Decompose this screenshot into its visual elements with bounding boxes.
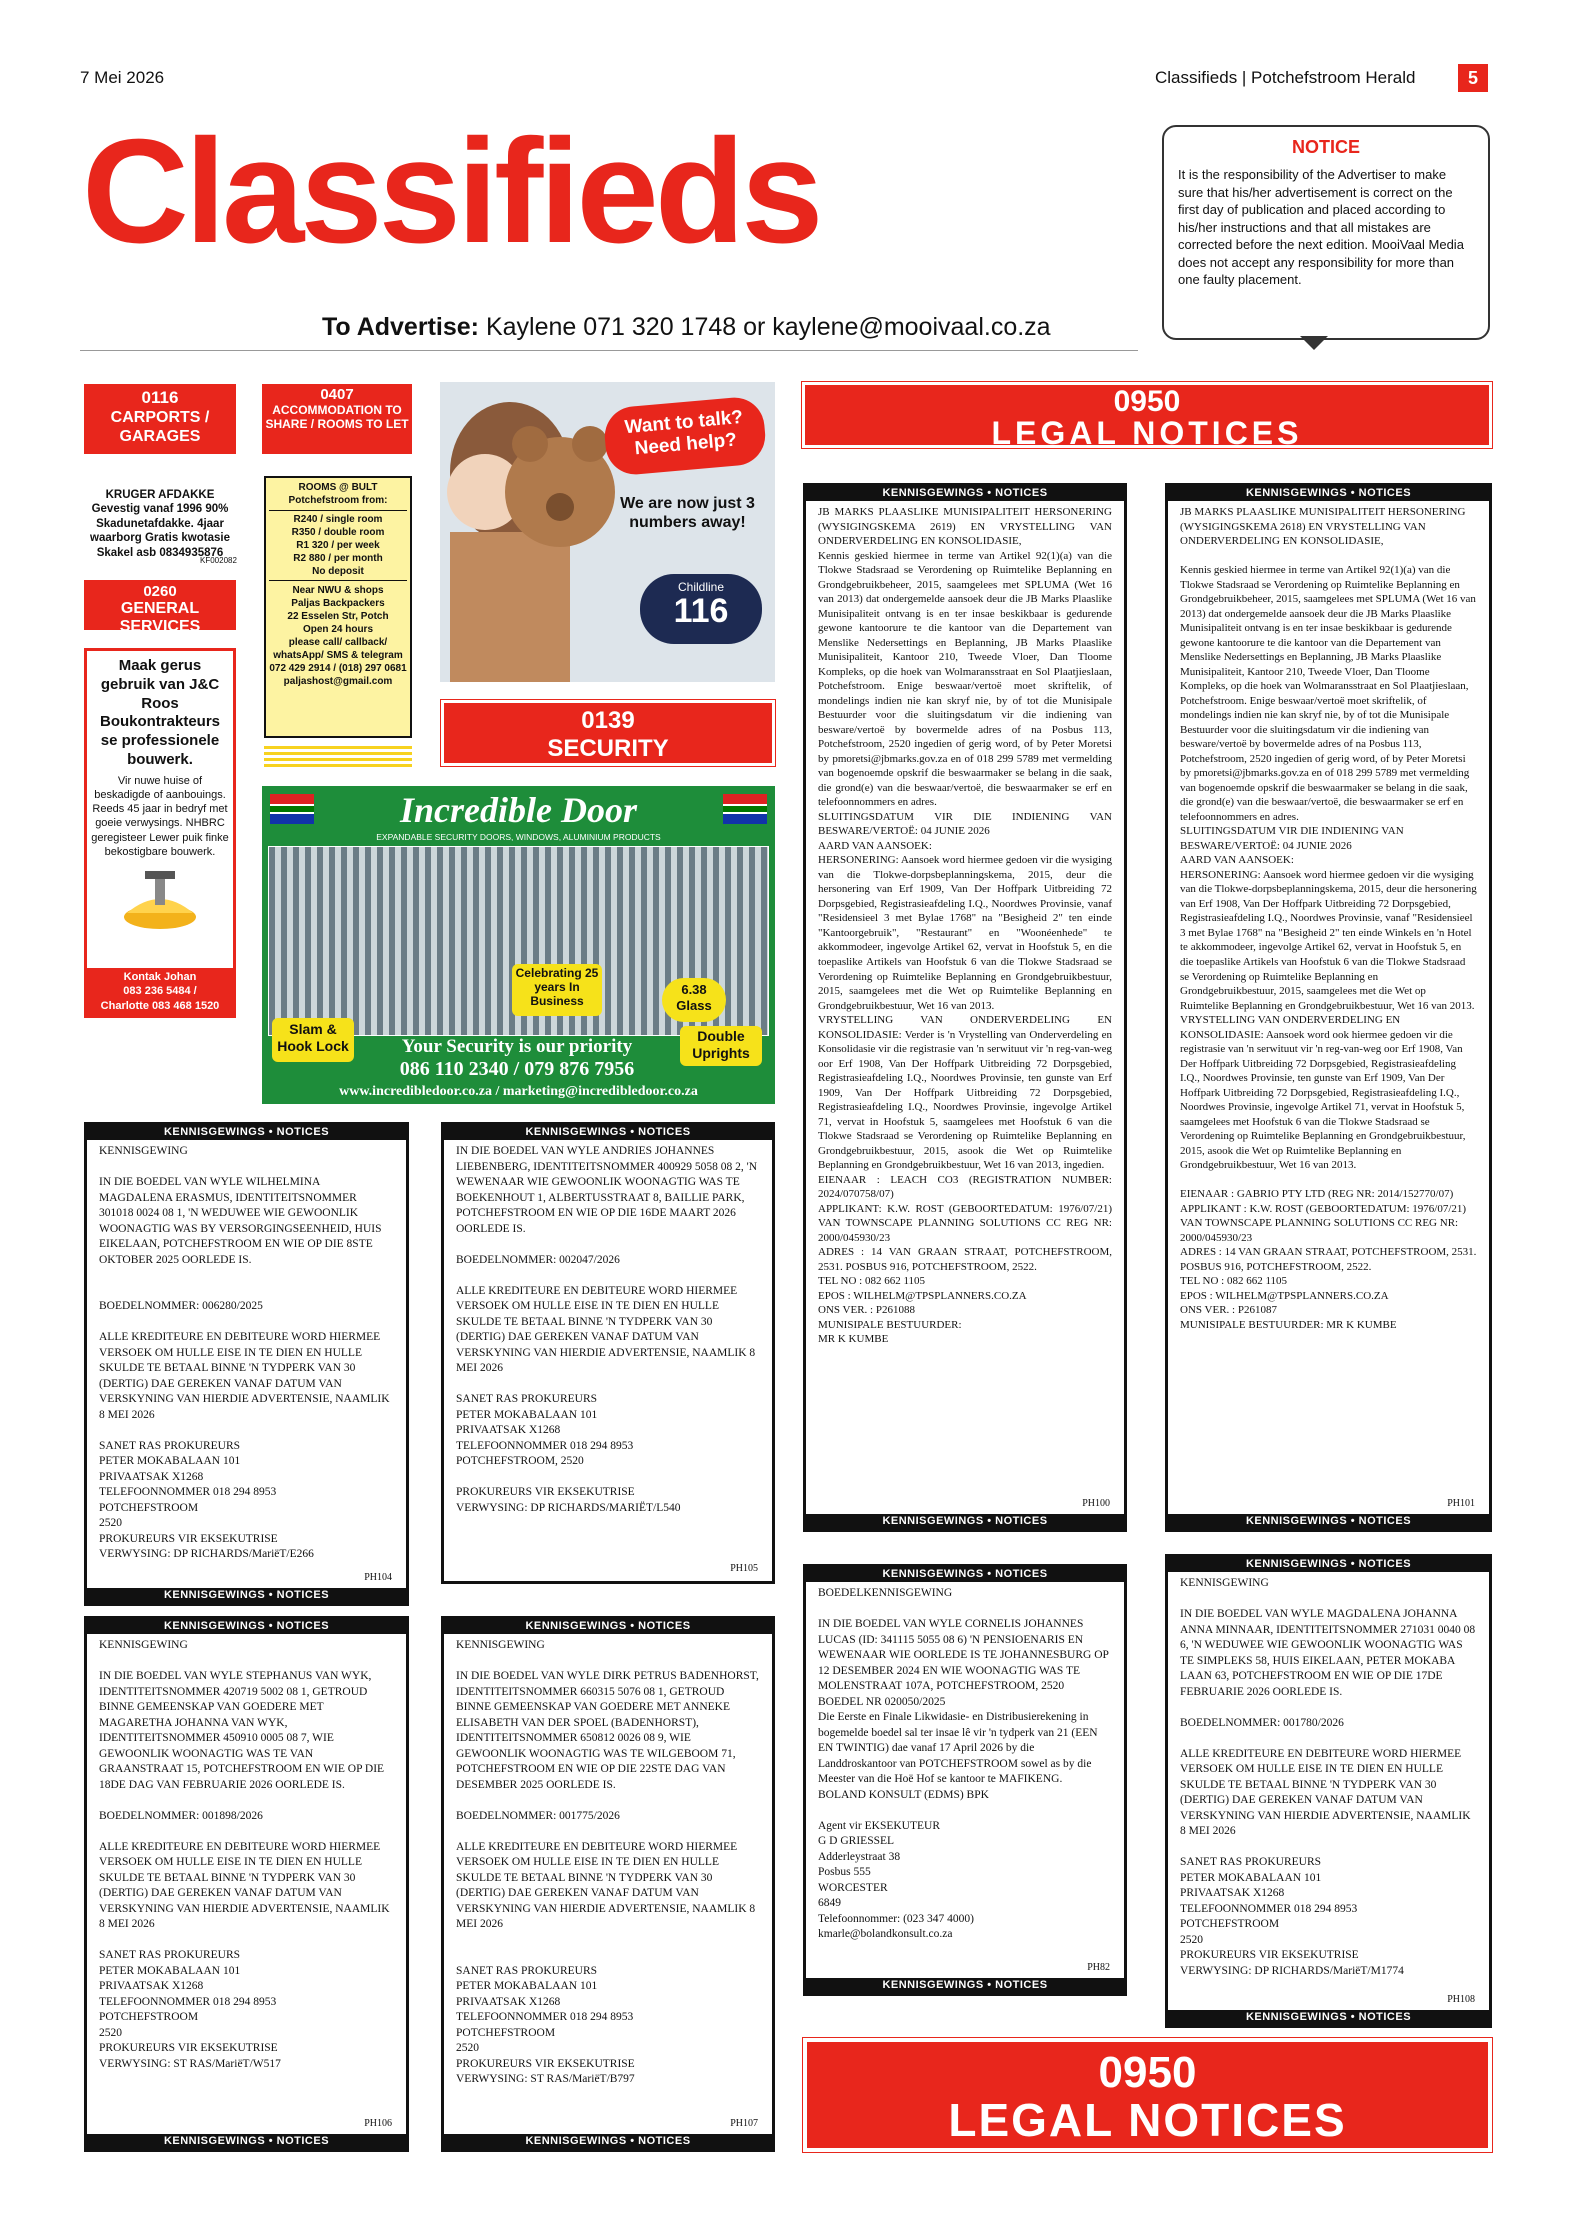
notice-bar: KENNISGEWINGS • NOTICES [1168, 1557, 1489, 1572]
childline-logo [640, 574, 762, 644]
jc-roos-ad [84, 648, 236, 1018]
notice-box [1162, 125, 1490, 340]
section-label: LEGAL NOTICES [991, 415, 1303, 451]
notice-bar: KENNISGEWINGS • NOTICES [1168, 1514, 1489, 1529]
notice-bar: KENNISGEWINGS • NOTICES [87, 1619, 406, 1634]
notice-text: It is the responsibility of the Advertiser to make sure that his/her advertisement is correct on the first day of publication and placed according to his/her instructions and that all mistakes are corrected before the next edition. MooiVaal Media does not accept any responsibility for more than one faulty placement. [1178, 167, 1464, 288]
notice-text: KENNISGEWING IN DIE BOEDEL VAN WYLE MAGDALENA JOHANNA ANNA MINNAAR, IDENTITEITSNOMMER 271031 0040 08 6, 'N WEDUWEE WIE GEWOONLIK WOONAGTIG WAS TE SIMPLEKS 58, HUIS EIKELAAN, PETER MOKABA LAAN 63, POTCHEFSTROOM EN WIE OP DIE 17DE FEBRUARIE 2026 OORLEDE IS. BOEDELNOMMER: 001780/2026 ALLE KREDITEURE EN DEBITEURE WORD HIERMEE VERSOEK OM HULLE EISE IN TE DIEN EN HULLE SKULDE TE BETAAL BINNE 'N TYDPERK VAN 30 (DERTIG) DAE GEREKEN VANAF DATUM VAN VERSKYNING VAN HIERDIE ADVERTENSIE, NAAMLIK 8 MEI 2026 SANET RAS PROKUREURS PETER MOKABALAAN 101 PRIVAATSAK X1268 TELEFOONNOMMER 018 294 8953 POTCHEFSTROOM 2520 PROKUREURS VIR EKSEKUTRISE VERWYSING: DP RICHARDS/MariëT/M1774 [1180, 1577, 1476, 1977]
rooms-head: ROOMS @ BULT Potchefstroom from: [288, 482, 388, 506]
header-rule [80, 350, 1138, 351]
notice-ref: PH108 [1447, 1993, 1475, 2005]
section-label: SECURITY [547, 735, 669, 762]
kruger-ref: KF002082 [200, 556, 237, 565]
page-title: Classifieds [82, 109, 820, 274]
notice-ph106 [84, 1616, 409, 2152]
rooms-ad [264, 476, 412, 738]
notice-ref: PH82 [1087, 1961, 1110, 1973]
notice-box-tail [1300, 336, 1328, 350]
notice-bar: KENNISGEWINGS • NOTICES [1168, 486, 1489, 501]
childline-ad [440, 382, 775, 682]
section-code: 0950 [1098, 2048, 1197, 2097]
flag-right [723, 794, 767, 824]
childline-number: 116 [673, 592, 729, 630]
door-phone: 086 110 2340 / 079 876 7956 [399, 1058, 635, 1080]
notice-bar: KENNISGEWINGS • NOTICES [806, 1514, 1124, 1529]
jc-title: Maak gerus gebruik van J&C Roos Boukontrakteurs se professionele bouwerk. [99, 657, 221, 768]
door-web: www.incredibledoor.co.za / marketing@incredibledoor.co.za [339, 1084, 698, 1099]
notice-bar: KENNISGEWINGS • NOTICES [806, 486, 1124, 501]
section-legal-top [802, 382, 1492, 451]
notice-text: KENNISGEWING IN DIE BOEDEL VAN WYLE DIRK PETRUS BADENHORST, IDENTITEITSNOMMER 660315 5076 08 1, GETROUD BINNE GEMEENSKAP VAN GOEDERE MET ANNEKE ELISABETH VAN DER SPOEL (BADENHORST), IDENTITEITSNOMMER 650812 0026 08 9, WIE GEWOONLIK WOONAGTIG WAS TE WILGEBOOM 71, POTCHEFSTROOM EN WIE OP DIE 22STE DAG VAN DESEMBER 2025 OORLEDE IS. BOEDELNOMMER: 001775/2026 ALLE KREDITEURE EN DEBITEURE WORD HIERMEE VERSOEK OM HULLE EISE IN TE DIEN EN HULLE SKULDE TE BETAAL BINNE 'N TYDPERK VAN 30 (DERTIG) DAE GEREKEN VANAF DATUM VAN VERSKYNING VAN HIERDIE ADVERTENSIE, NAAMLIK 8 MEI 2026 SANET RAS PROKUREURS PETER MOKABALAAN 101 PRIVAATSAK X1268 TELEFOONNOMMER 018 294 8953 POTCHEFSTROOM 2520 PROKUREURS VIR EKSEKUTRISE VERWYSING: ST RAS/MariëT/B797 [456, 1639, 759, 2086]
advertise-line [322, 313, 1051, 342]
section-general [84, 580, 236, 635]
notice-text: KENNISGEWING IN DIE BOEDEL VAN WYLE WILHELMINA MAGDALENA ERASMUS, IDENTITEITSNOMMER 301018 0024 08 1, 'N WEDUWEE WIE GEWOONLIK WOONAGTIG WAS BY VERSORGINGSEENHEID, HUIS EIKELAAN, POTCHEFSTROOM EN WIE OP DIE 8STE OKTOBER 2025 OORLEDE IS. BOEDELNOMMER: 006280/2025 ALLE KREDITEURE EN DEBITEURE WORD HIERMEE VERSOEK OM HULLE EISE IN TE DIEN EN HULLE SKULDE TE BETAAL BINNE 'N TYDPERK VAN 30 (DERTIG) DAE GEREKEN VANAF DATUM VAN VERSKYNING VAN HIERDIE ADVERTENSIE, NAAMLIK 8 MEI 2026 SANET RAS PROKUREURS PETER MOKABALAAN 101 PRIVAATSAK X1268 TELEFOONNOMMER 018 294 8953 POTCHEFSTROOM 2520 PROKUREURS VIR EKSEKUTRISE VERWYSING: DP RICHARDS/MariëT/E266 [99, 1145, 390, 1561]
notice-ph100 [803, 483, 1127, 1532]
section-security [441, 700, 775, 766]
section-code: 0116 [141, 388, 179, 407]
childline-name: Childline [677, 580, 725, 594]
notice-ref: PH107 [730, 2117, 758, 2129]
notice-ph107 [441, 1616, 775, 2152]
jc-body: Vir nuwe huise of beskadigde of aanbouings. Reeds 45 jaar in bedryf met goeie verwysings. NHBRC geregisteer Lewer puik finke bekostigbare bouwerk. [91, 774, 229, 858]
section-label: CARPORTS / GARAGES [110, 409, 210, 446]
section-carports [84, 384, 236, 454]
childline-numbers: We are now just 3 numbers away! [620, 495, 755, 532]
section-code: 0950 [1113, 385, 1181, 418]
section-label: GENERAL SERVICES [119, 600, 201, 635]
page-date: 7 Mei 2026 [80, 68, 165, 87]
kruger-ad: KRUGER AFDAKKE Gevestig vanaf 1996 90% Skadunetafdakke. 4jaar waarborg Gratis kwotasie Skakel asb 0834935876 [90, 489, 230, 559]
notice-bar: KENNISGEWINGS • NOTICES [444, 2134, 772, 2149]
notice-text: BOEDELKENNISGEWING IN DIE BOEDEL VAN WYLE CORNELIS JOHANNES LUCAS (ID: 341115 5055 08 6) 'N PENSIOENARIS EN WEWENAAR WIE OORLEDE IS TE JOHANNESBURG OP 12 DESEMBER 2024 EN WIE WOONAGTIG WAS TE MOLENSTRAAT 107A, POTCHEFSTROOM, 2520 BOEDEL NR 020050/2025 Die Eerste en Finale Likwidasie- en Distribusierekening in bogemelde boedel sal ter insae lê vir 'n tydperk van 21 (EEN EN TWINTIG) dae vanaf 17 April 2026 by die Landdroskantoor van POTCHEFSTROOM sowel as by die Meester van die Hoë Hof se kantoor te MAFIKENG. BOLAND KONSULT (EDMS) BPK Agent vir EKSEKUTEUR G D GRIESSEL Adderleystraat 38 Posbus 555 WORCESTER 6849 Telefoonnommer: (023 347 4000) kmarle@bolandkonsult.co.za [818, 1587, 1109, 1941]
notice-text: IN DIE BOEDEL VAN WYLE ANDRIES JOHANNES LIEBENBERG, IDENTITEITSNOMMER 400929 5058 08 2, 'N WEWENAAR WIE GEWOONLIK WOONAGTIG WAS TE BOEKENHOUT 1, ALBERTUSSTRAAT 8, BAILLIE PARK, POTCHEFSTROOM EN WIE OP DIE 16DE MAART 2026 OORLEDE IS. BOEDELNOMMER: 002047/2026 ALLE KREDITEURE EN DEBITEURE WORD HIERMEE VERSOEK OM HULLE EISE IN TE DIEN EN HULLE SKULDE TE BETAAL BINNE 'N TYDPERK VAN 30 (DERTIG) DAE GEREKEN VANAF DATUM VAN VERSKYNING VAN HIERDIE ADVERTENSIE, NAAMLIK 8 MEI 2026 SANET RAS PROKUREURS PETER MOKABALAAN 101 PRIVAATSAK X1268 TELEFOONNOMMER 018 294 8953 POTCHEFSTROOM, 2520 PROKUREURS VIR EKSEKUTRISE VERWYSING: DP RICHARDS/MARIËT/L540 [456, 1145, 758, 1514]
door-subtitle: EXPANDABLE SECURITY DOORS, WINDOWS, ALUMINIUM PRODUCTS [376, 832, 661, 842]
childline-talk-bubble: Want to talk? Need help? [602, 395, 767, 477]
section-code: 0260 [143, 583, 177, 600]
notice-bar: KENNISGEWINGS • NOTICES [806, 1567, 1124, 1582]
door-brand: Incredible Door [400, 790, 637, 830]
section-label: ACCOMMODATION TO SHARE / ROOMS TO LET [265, 403, 409, 432]
advertise-label: To Advertise: [322, 313, 479, 341]
rooms-prices: R240 / single room R350 / double room R1 320 / per week R2 880 / per month No deposit [269, 510, 407, 581]
notice-text: JB MARKS PLAASLIKE MUNISIPALITEIT HERSONERING (WYSIGINGSKEMA 2618) EN VRYSTELLING VAN ONDERVERDELING EN KONSOLIDASIE, Kennis geskied hiermee in terme van Artikel 92(1)(a) van die Tlokwe Stadsraad se Verordening op Ruimtelike Beplanning en Grondgebruikbeheer, 2015, saamgelees met SPLUMA (Wet 16 van 2013) dat ondergemelde aansoek deur die JB Marks Plaaslike Munisipaliteit ontvang is en ter insae beskikbaar is gedurende gewone kantoorure te die kantoor van die Departement van Menslike Nedersettings en Beplanning, JB Marks Plaaslike Munisipaliteit, Kantoor 210, Tweede Vloer, Dan Tloome Kompleks, op die hoek van Wolmaransstraat en Sol Plaatjieslaan, Potchefstroom. Enige beswaar/vertoë moet skriftelik, of mondelings indien nie kan skryf nie, by of tot die Munisipale Bestuurder voor die sluitingsdatum vir die indiening van besware/vertoë by bovermelde adres of na Posbus 113, Potchefstroom, 2520 ingedien of gerig word, of by Peter Moretsi by pmoretsi@jbmarks.gov.za en of 018 299 5789 met vermelding van bogenoemde opskrif die beswaarmaker se belang in die saak, die grond(e) van die beswaar/vertoë, die beswaarmaker se erf en telefoonnommers en adres. SLUITINGSDATUM VIR DIE INDIENING VAN BESWARE/VERTOË: 04 JUNIE 2026 AARD VAN AANSOEK: HERSONERING: Aansoek word hiermee gedoen vir die wysiging van die Tlokwe-dorpsbeplanningskema, 2015, deur die hersonering van Erf 1908, Van Der Hoffpark Uitbreiding 72 Dorpsgebied, Registrasieafdeling I.Q., Noordwes Provinsie, vanaf "Residensieel 3 met Bylae 1768" na "Besigheid 2" ten einde Winkels en 'n Hotel te akkommodeer, ingevolge Artikel 62, vervat in Hoofstuk 5, en die toepaslike Artikels van Hoofstuk 6 van die Tlokwe Stadsraad se Verordening op Ruimtelike Beplanning en Grondgebruikbestuur, 2015, saamgelees met die Wet op Ruimtelike Beplanning en Grondgebruikbestuur, Wet 16 van 2013. VRYSTELLING VAN ONDERVERDELING EN KONSOLIDASIE: Aansoek word ook hiermee gedoen vir die registrasie van 'n serwituut vir 'n reg-van-weg oor Erf 1908, Van Der Hoffpark Uitbreiding 72 Dorpsgebied, Registrasieafdeling I.Q., Noordwes Provinsie, ten gunste van Erf 1909, Van Der Hoffpark Uitbreiding 72 Dorpsgebied, Registrasieafdeling I.Q., Noordwes Provinsie, ingevolge Artikel 71, vervat in Hoofstuk 5, saamgelees met Hoofstuk 6 van die Tlokwe Stadsraad se Verordening op Ruimtelike Beplanning en Grondgebruikbestuur, 2015, asook die Wet op Ruimtelike Beplanning en Grondgebruikbestuur, Wet 16 van 2013. EIENAAR : GABRIO PTY LTD (REG NR: 2014/152770/07) APPLIKANT : K.W. ROST (GEBOORTEDATUM: 1976/07/21) VAN TOWNSCAPE PLANNING SOLUTIONS CC REG NR: 2000/045930/23 ADRES : 14 VAN GRAAN STRAAT, POTCHEFSTROOM, 2531. POSBUS 916, POTCHEFSTROOM, 2522. TEL NO : 082 662 1105 EPOS : WILHELM@TPSPLANNERS.CO.ZA ONS VER. : P261087 MUNISIPALE BESTUURDER: MR K KUMBE [1180, 506, 1477, 1331]
notice-ref: PH106 [364, 2117, 392, 2129]
notice-ph108 [1165, 1554, 1492, 2028]
notice-ph104 [84, 1122, 409, 1606]
rooms-info: Near NWU & shops Paljas Backpackers 22 Esselen Str, Potch Open 24 hours please call/ callback/ whatsApp/ SMS & telegram 072 429 2914 / (018) 297 0681 paljashost@gmail.com [269, 585, 407, 687]
notice-ref: PH105 [730, 1562, 758, 1574]
notice-ref: PH104 [364, 1571, 392, 1583]
badge-double-uprights: Double Uprights [680, 1026, 762, 1066]
rooms-stripes [264, 746, 412, 768]
incredible-door-ad [262, 786, 775, 1104]
notice-ref: PH100 [1082, 1497, 1110, 1509]
notice-text: KENNISGEWING IN DIE BOEDEL VAN WYLE STEPHANUS VAN WYK, IDENTITEITSNOMMER 420719 5002 08 1, GETROUD BINNE GEMEENSKAP VAN GOEDERE MET MAGARETHA JOHANNA VAN WYK, IDENTITEITSNOMMER 450910 0005 08 7, WIE GEWOONLIK WOONAGTIG WAS TE VAN GRAANSTRAAT 15, POTCHEFSTROOM EN WIE OP DIE 18DE DAG VAN FEBRUARIE 2026 OORLEDE IS. BOEDELNOMMER: 001898/2026 ALLE KREDITEURE EN DEBITEURE WORD HIERMEE VERSOEK OM HULLE EISE IN TE DIEN EN HULLE SKULDE TE BETAAL BINNE 'N TYDPERK VAN 30 (DERTIG) DAE GEREKEN VANAF DATUM VAN VERSKYNING VAN HIERDIE ADVERTENSIE, NAAMLIK 8 MEI 2026 SANET RAS PROKUREURS PETER MOKABALAAN 101 PRIVAATSAK X1268 TELEFOONNOMMER 018 294 8953 POTCHEFSTROOM 2520 PROKUREURS VIR EKSEKUTRISE VERWYSING: ST RAS/MariëT/W517 [99, 1639, 390, 2070]
notice-ph105 [441, 1122, 775, 1584]
builder-illustration [115, 865, 205, 935]
notice-bar: KENNISGEWINGS • NOTICES [444, 1619, 772, 1634]
notice-bar: KENNISGEWINGS • NOTICES [1168, 2010, 1489, 2025]
notice-ph82 [803, 1564, 1127, 1996]
notice-bar: KENNISGEWINGS • NOTICES [806, 1978, 1124, 1993]
page-number: 5 [1458, 64, 1488, 92]
paper-name: Classifieds | Potchefstroom Herald [1155, 68, 1416, 87]
flag-left [270, 794, 314, 824]
section-code: 0407 [320, 386, 354, 403]
notice-bar: KENNISGEWINGS • NOTICES [87, 2134, 406, 2149]
notice-bar: KENNISGEWINGS • NOTICES [87, 1125, 406, 1140]
notice-title: NOTICE [1291, 137, 1360, 157]
jc-contact: Kontak Johan 083 236 5484 / Charlotte 083 468 1520 [87, 968, 233, 1015]
notice-ref: PH101 [1447, 1497, 1475, 1509]
section-accommodation [262, 384, 412, 454]
door-tagline: Your Security is our priority [401, 1036, 633, 1057]
notice-text: JB MARKS PLAASLIKE MUNISIPALITEIT HERSONERING (WYSIGINGSKEMA 2619) EN VRYSTELLING VAN ONDERVERDELING EN KONSOLIDASIE, Kennis geskied hiermee in terme van Artikel 92(1)(a) van die Tlokwe Stadsraad se Verordening op Ruimtelike Beplanning en Grondgebruikbeheer, 2015, saamgelees met SPLUMA (Wet 16 van 2013) dat ondergemelde aansoek deur die JB Marks Plaaslike Munisipaliteit ontvang is en ter insae beskikbaar is gedurende gewone kantoorure te die kantoor van die Departement van Menslike Nedersettings en Beplanning, JB Marks Plaaslike Munisipaliteit, Kantoor 210, Tweede Vloer, Dan Tloome Kompleks, op die hoek van Wolmaransstraat en Sol Plaatjieslaan, Potchefstroom. Enige beswaar/vertoë moet skriftelik, of mondelings indien nie kan skryf nie, by of tot die Munisipale Bestuurder voor die sluitingsdatum vir die indiening van besware/vertoë by bovermelde adres of na Posbus 113, Potchefstroom, 2520 ingedien of gerig word, of by Peter Moretsi by pmoretsi@jbmarks.gov.za en of 018 299 5789 met vermelding van bogenoemde opskrif die beswaarmaker se belang in die saak, die grond(e) van die beswaar/vertoë, die beswaarmaker se erf en telefoonnommers en adres. SLUITINGSDATUM VIR DIE INDIENING VAN BESWARE/VERTOË: 04 JUNIE 2026 AARD VAN AANSOEK: HERSONERING: Aansoek word hiermee gedoen vir die wysiging van die Tlokwe-dorpsbeplanningskema, 2015, deur die hersonering van Erf 1909, Van Der Hoffpark Uitbreiding 72 Dorpsgebied, Registrasieafdeling I.Q., Noordwes Provinsie, vanaf "Residensieel 3 met Bylae 1768" na "Besigheid 2" ten einde "Kantoorgebruik", "Restaurant" en "Woonéenhede" te akkommodeer, ingevolge Artikel 62, vervat in Hoofstuk 5, en die toepaslike Artikels van Hoofstuk 6 van die Tlokwe Stadsraad se Verordening op Ruimtelike Beplanning en Grondgebruikbestuur, 2015, saamgelees met die Wet op Ruimtelike Beplanning en Grondgebruikbestuur, Wet 16 van 2013. VRYSTELLING VAN ONDERVERDELING EN KONSOLIDASIE: Verder is 'n Vrystelling van Onderverdeling en Konsolidasie vir die registrasie van 'n serwituut vir 'n reg-van-weg oor Erf 1908, Van Der Hoffpark Uitbreiding 72 Dorpsgebied, Registrasieafdeling I.Q., Noordwes Provinsie, ten gunste van Erf 1909, Van Der Hoffpark Uitbreiding 72 Dorpsgebied, Registrasieafdeling I.Q., Noordwes Provinsie, ingevolge Artikel 71, vervat in Hoofstuk 5, saamgelees met Hoofstuk 6 van die Tlokwe Stadsraad se Verordening op Ruimtelike Beplanning en Grondgebruikbestuur, 2015, asook die Wet op Ruimtelike Beplanning en Grondgebruikbestuur, Wet 16 van 2013, ingedien. EIENAAR : LEACH CO3 (REGISTRATION NUMBER: 2024/070758/07) APPLIKANT: K.W. ROST (GEBOORTEDATUM: 1976/07/21) VAN TOWNSCAPE PLANNING SOLUTIONS CC REG NR: 2000/045930/23 ADRES : 14 VAN GRAAN STRAAT, POTCHEFSTROOM, 2531. POSBUS 916, POTCHEFSTROOM, 2522. TEL NO : 082 662 1105 EPOS : WILHELM@TPSPLANNERS.CO.ZA ONS VER. : P261088 MUNISIPALE BESTUURDER: MR K KUMBE [818, 506, 1112, 1346]
section-legal-bottom [803, 2038, 1492, 2152]
badge-celebrating: Celebrating 25 years In Business [512, 964, 602, 1016]
notice-bar: KENNISGEWINGS • NOTICES [444, 1125, 772, 1140]
badge-slam-lock: Slam & Hook Lock [272, 1018, 354, 1062]
badge-glass: 6.38 Glass [662, 978, 726, 1022]
section-label: LEGAL NOTICES [948, 2094, 1347, 2147]
notice-ph101 [1165, 483, 1492, 1532]
notice-bar: KENNISGEWINGS • NOTICES [87, 1588, 406, 1603]
advertise-contact: Kaylene 071 320 1748 or kaylene@mooivaal.co.za [485, 313, 1051, 341]
section-code: 0139 [581, 707, 635, 734]
